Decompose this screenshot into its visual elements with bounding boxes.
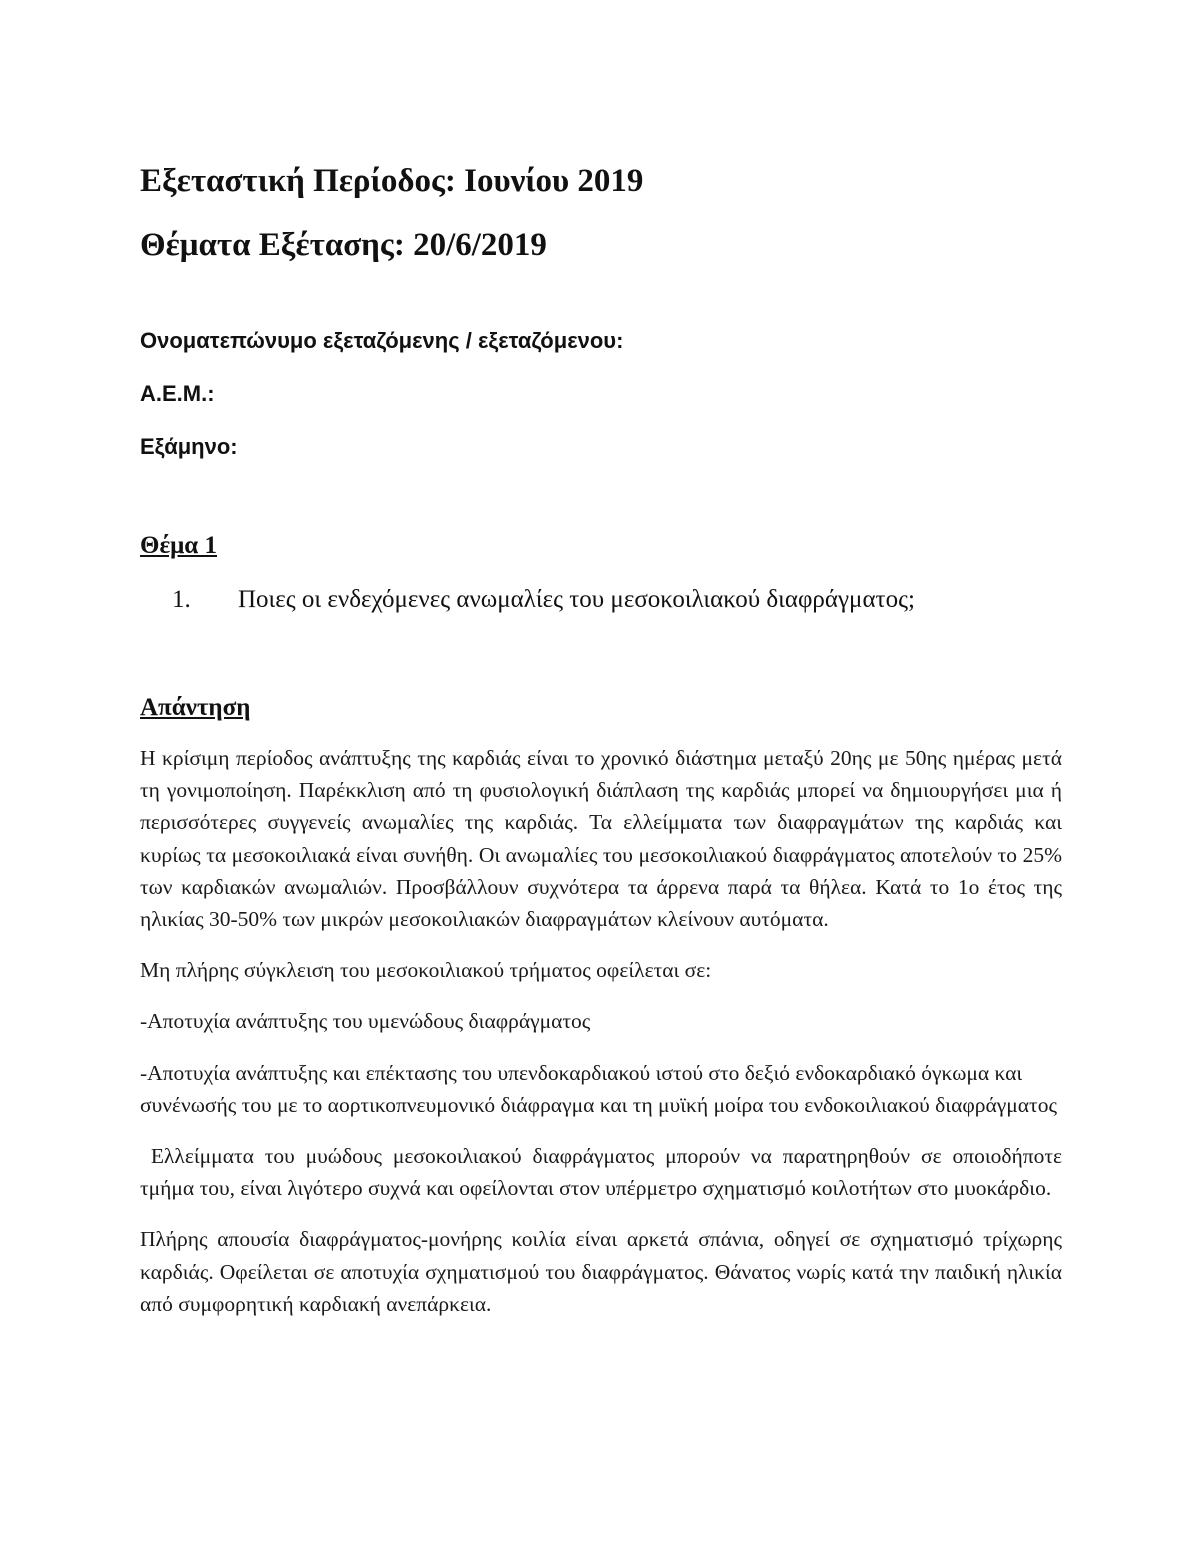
answer-paragraph-cause-2: -Αποτυχία ανάπτυξης και επέκτασης του υπενδοκαρδιακού ιστού στο δεξιό ενδοκαρδιακό όγκωμα και συνένωσής του με το αορτικοπνευμονικό διάφραγμα και τη μυϊκή μοίρα του ενδοκοιλιακού διαφράγματος [140, 1060, 1057, 1117]
answer-paragraph-single-ventricle: Πλήρης απουσία διαφράγματος-μονήρης κοιλία είναι αρκετά σπάνια, οδηγεί σε σχηματισμό τρίχωρης καρδιάς. Οφείλεται σε αποτυχία σχηματισμού του διαφράγματος. Θάνατος νωρίς κατά την παιδική ηλικία από συμφορητική καρδιακή ανεπάρκεια. [140, 1227, 1062, 1316]
exam-date-title: Θέματα Εξέτασης: 20/6/2019 [140, 227, 547, 263]
question-text: Ποιες οι ενδεχόμενες ανωμαλίες του μεσοκοιλιακού διαφράγματος; [238, 586, 915, 613]
topic-heading: Θέμα 1 [140, 532, 218, 559]
semester-label: Εξάμηνο: [140, 434, 238, 459]
answer-paragraph-muscular-defects: Ελλείμματα του μυώδους μεσοκοιλιακού διαφράγματος μπορούν να παρατηρηθούν σε οποιοδήποτε τμήμα του, είναι λιγότερο συχνά και οφείλονται στον υπέρμετρο σχηματισμό κοιλοτήτων στο μυοκάρδιο. [140, 1144, 1068, 1201]
student-name-label: Ονοματεπώνυμο εξεταζόμενης / εξεταζόμενου: [140, 328, 624, 353]
answer-paragraph-intro: Η κρίσιμη περίοδος ανάπτυξης της καρδιάς είναι το χρονικό διάστημα μεταξύ 20ης με 50ης ημέρας μετά τη γονιμοποίηση. Παρέκκλιση από τη φυσιολογική διάπλαση της καρδιάς μπορεί να δημιουργήσει μια ή περισσότερες συγγενείς ανωμαλίες της καρδιάς. Τα ελλείμματα των διαφραγμάτων της καρδιάς και κυρίως τα μεσοκοιλιακά είναι συνήθη. Οι ανωμαλίες του μεσοκοιλιακού διαφράγματος αποτελούν το 25% των καρδιακών ανωμαλιών. Προσβάλλουν συχνότερα τα άρρενα παρά τα θήλεα. Κατά το 1ο έτος της ηλικίας 30-50% των μικρών μεσοκοιλιακών διαφραγμάτων κλείνουν αυτόματα. [140, 746, 1062, 932]
answer-body [140, 742, 1068, 1339]
question-number: 1. [172, 586, 191, 613]
answer-paragraph-causes-intro: Μη πλήρης σύγκλειση του μεσοκοιλιακού τρήματος οφείλεται σε: [140, 958, 712, 983]
answer-paragraph-cause-1: -Αποτυχία ανάπτυξης του υμενώδους διαφράγματος [140, 1009, 591, 1034]
answer-heading: Απάντηση [140, 694, 251, 721]
aem-label: Α.Ε.Μ.: [140, 381, 215, 406]
exam-period-title: Εξεταστική Περίοδος: Ιουνίου 2019 [140, 163, 644, 199]
